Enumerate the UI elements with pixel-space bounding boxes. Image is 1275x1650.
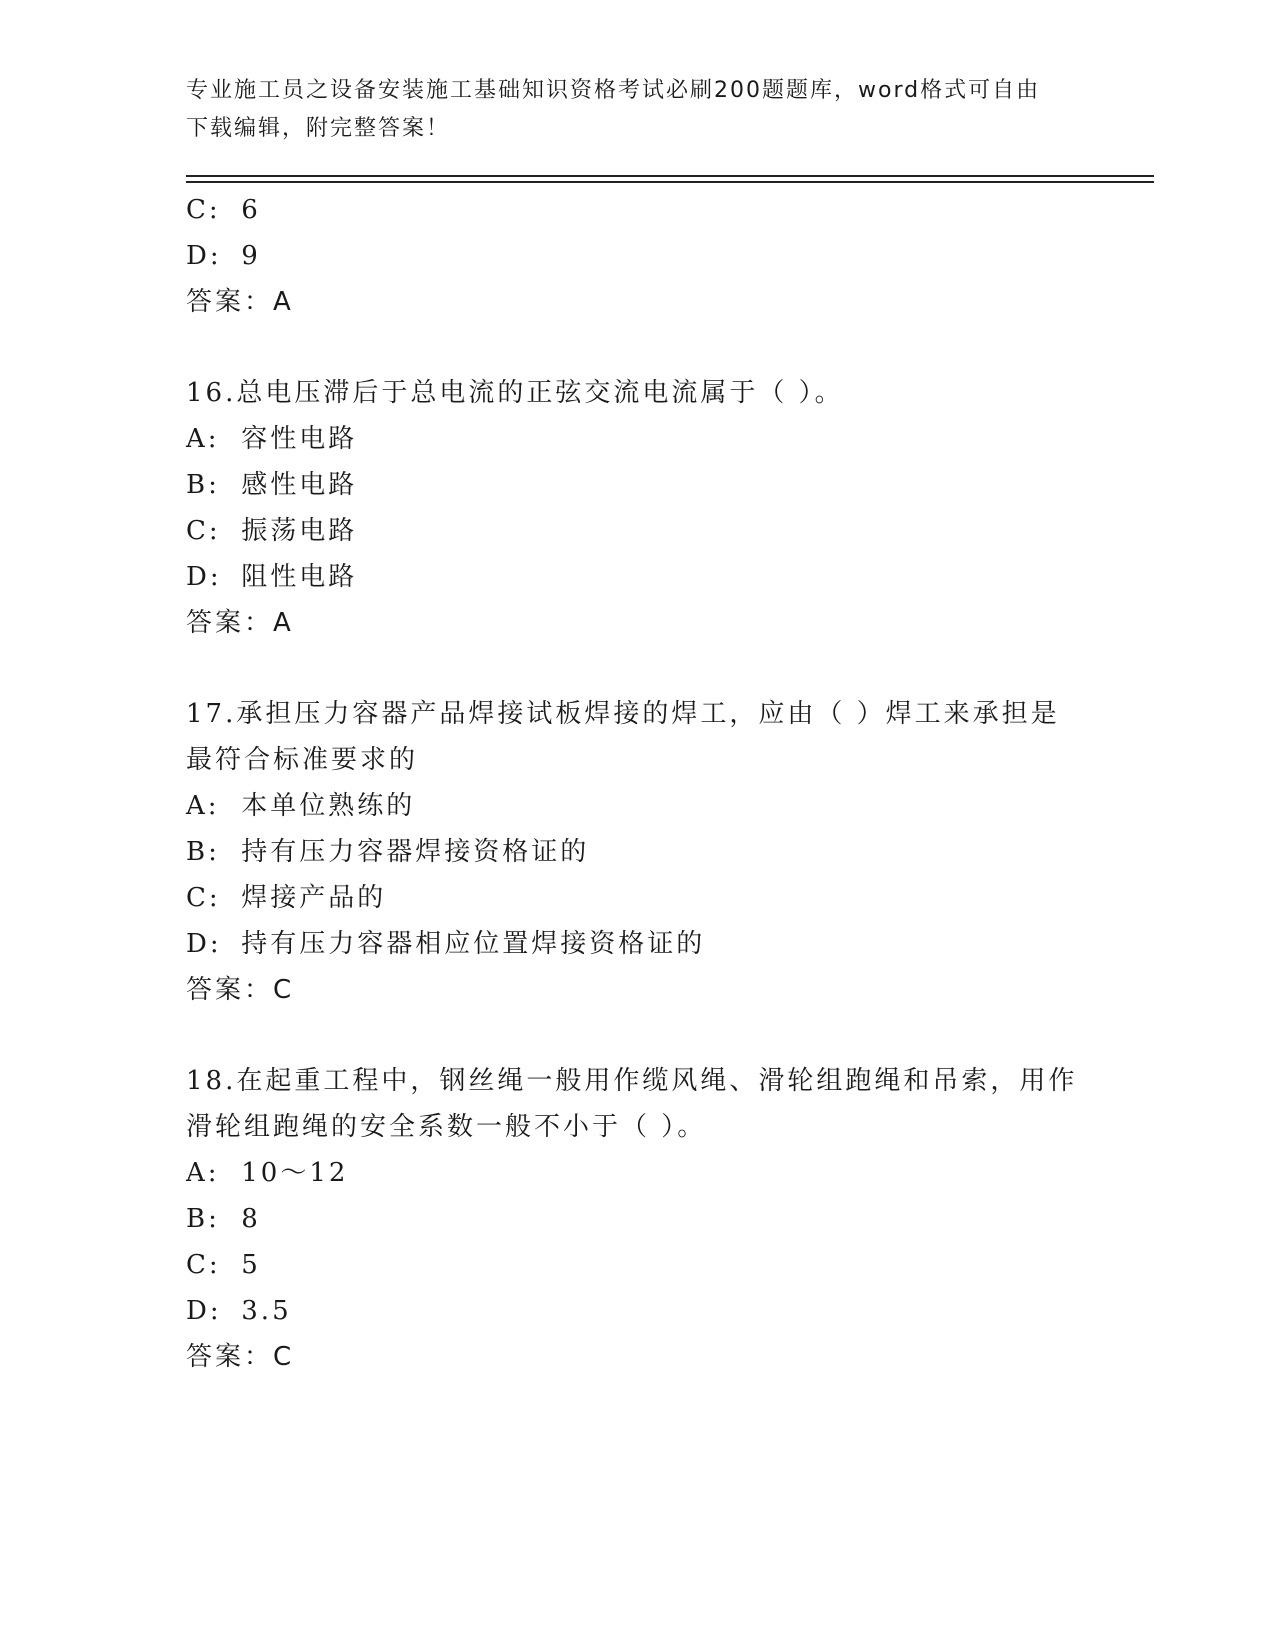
- option-row: [186, 1288, 1086, 1334]
- question-17: [186, 691, 1086, 1013]
- option-text: 6: [241, 195, 261, 225]
- option-label: C:: [186, 883, 221, 913]
- option-row: [186, 1242, 1086, 1288]
- question-18: [186, 1058, 1086, 1380]
- option-label: C:: [186, 516, 221, 546]
- option-label: D:: [186, 241, 222, 271]
- option-text: 本单位熟练的: [241, 791, 416, 821]
- question-text-line: 17.承担压力容器产品焊接试板焊接的焊工，应由（ ）焊工来承担是: [186, 699, 1060, 729]
- question-text-line: 18.在起重工程中，钢丝绳一般用作缆风绳、滑轮组跑绳和吊索，用作: [186, 1066, 1078, 1096]
- answer-line: 答案：A: [186, 608, 294, 638]
- option-label: D:: [186, 1296, 222, 1326]
- option-row: [186, 462, 1086, 508]
- option-label: C:: [186, 195, 221, 225]
- option-text: 8: [241, 1204, 261, 1234]
- option-row: [186, 187, 1086, 233]
- option-label: B:: [186, 837, 220, 867]
- spacer: [186, 1013, 1086, 1058]
- option-label: D:: [186, 562, 222, 592]
- option-label: B:: [186, 470, 220, 500]
- option-text: 持有压力容器相应位置焊接资格证的: [241, 929, 706, 959]
- option-row: [186, 829, 1086, 875]
- option-text: 9: [241, 241, 261, 271]
- option-text: 持有压力容器焊接资格证的: [241, 837, 590, 867]
- header-title-line-1: 专业施工员之设备安装施工基础知识资格考试必刷200题题库，word格式可自由: [186, 78, 1041, 103]
- option-text: 焊接产品的: [241, 883, 387, 913]
- option-label: C:: [186, 1250, 221, 1280]
- question-text-line: 16.总电压滞后于总电流的正弦交流电流属于（ ）。: [186, 378, 844, 408]
- header-title-line-2: 下载编辑，附完整答案！: [186, 116, 451, 141]
- option-label: B:: [186, 1204, 220, 1234]
- option-label: A:: [186, 791, 220, 821]
- option-text: 5: [241, 1250, 261, 1280]
- option-row: [186, 1196, 1086, 1242]
- option-row: [186, 783, 1086, 829]
- option-row: [186, 416, 1086, 462]
- question-list: [186, 187, 1086, 1380]
- question-text-line: 滑轮组跑绳的安全系数一般不小于（ ）。: [186, 1112, 707, 1142]
- header-divider-top: [186, 175, 1154, 177]
- question-text: [186, 1058, 1086, 1150]
- spacer: [186, 646, 1086, 691]
- option-text: 感性电路: [241, 470, 358, 500]
- option-text: 3.5: [241, 1296, 292, 1326]
- option-row: [186, 233, 1086, 279]
- option-row: [186, 921, 1086, 967]
- option-text: 阻性电路: [241, 562, 358, 592]
- answer-line: 答案：A: [186, 287, 294, 317]
- question-text: [186, 691, 1086, 783]
- option-label: A:: [186, 424, 220, 454]
- option-row: [186, 875, 1086, 921]
- option-row: [186, 554, 1086, 600]
- question-text: [186, 370, 1086, 416]
- prev-question: [186, 187, 1086, 325]
- option-text: 10～12: [241, 1158, 349, 1188]
- question-text-line: 最符合标准要求的: [186, 745, 419, 775]
- option-row: [186, 508, 1086, 554]
- spacer: [186, 325, 1086, 370]
- option-text: 容性电路: [241, 424, 358, 454]
- option-row: [186, 1150, 1086, 1196]
- answer-line: 答案：C: [186, 1342, 295, 1372]
- option-label: A:: [186, 1158, 220, 1188]
- document-header: [186, 72, 1086, 148]
- option-label: D:: [186, 929, 222, 959]
- option-text: 振荡电路: [241, 516, 358, 546]
- answer-line: 答案：C: [186, 975, 295, 1005]
- question-16: [186, 370, 1086, 646]
- header-divider-bottom: [186, 181, 1154, 183]
